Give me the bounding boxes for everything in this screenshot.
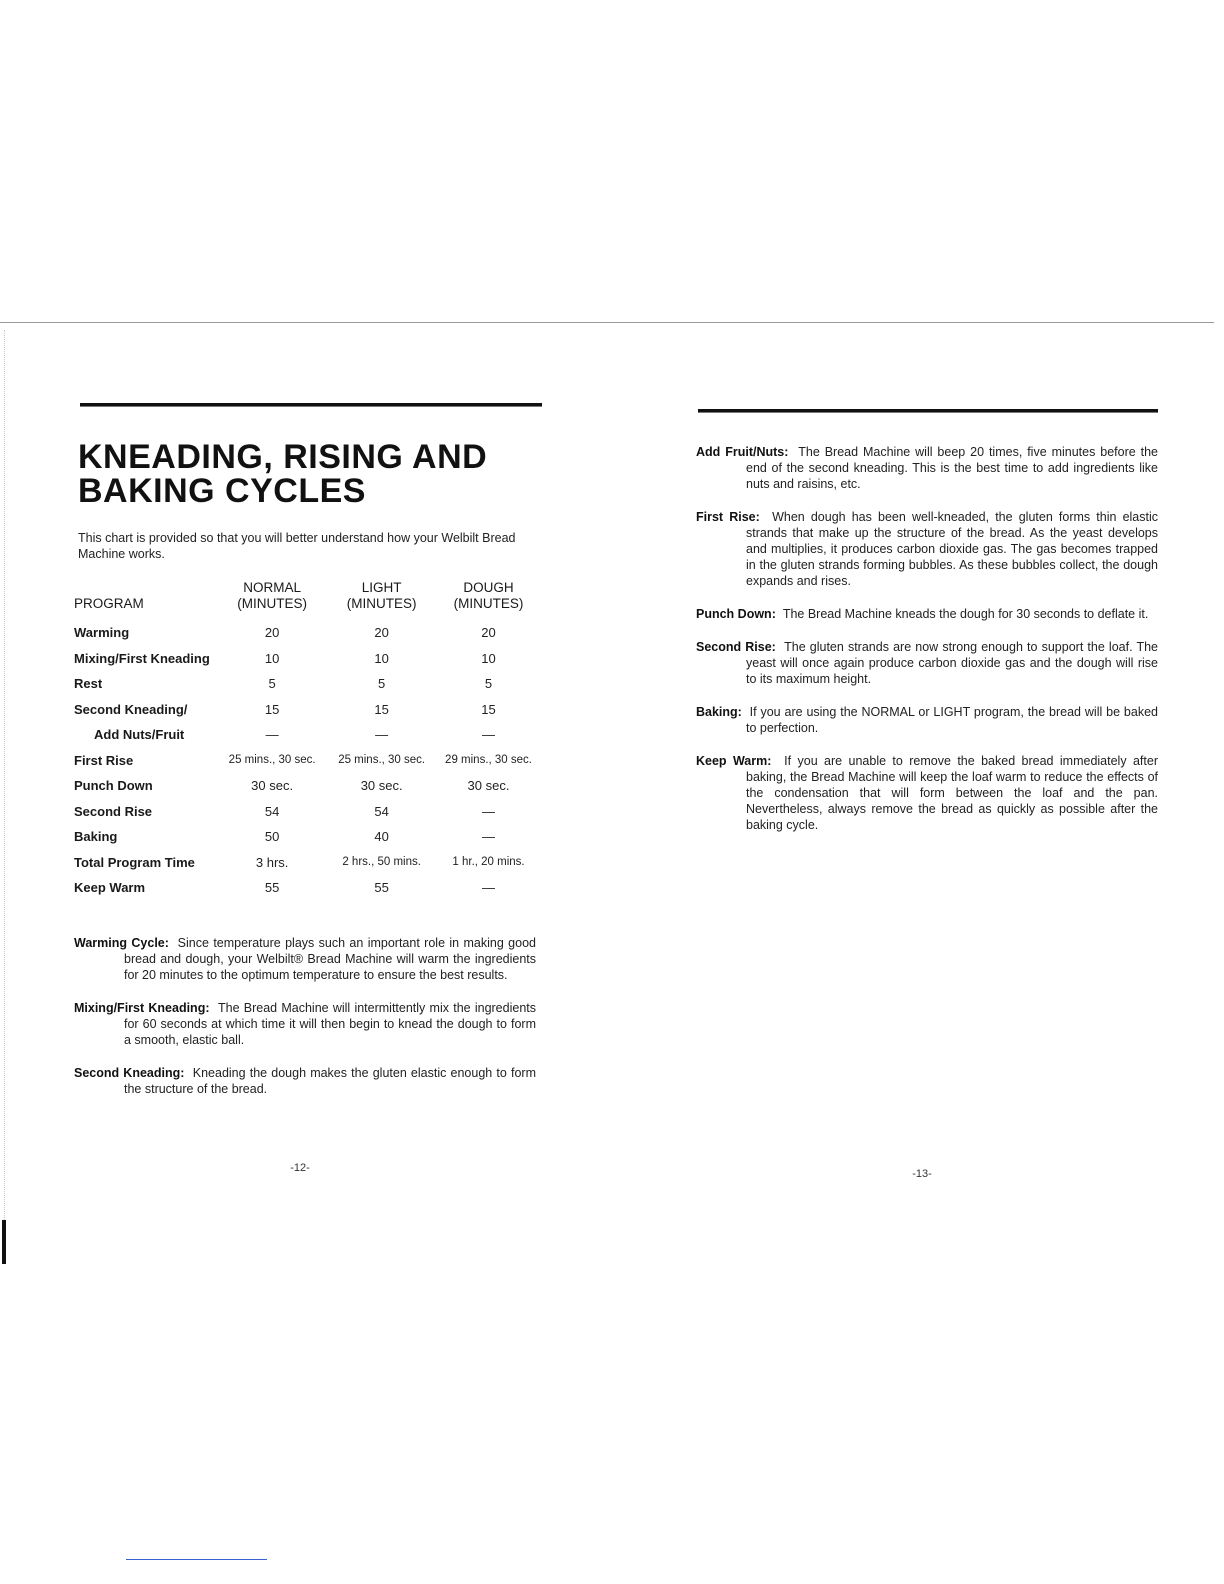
definition-text: The Bread Machine will intermittently mix the ingredients for 60 seconds at which time it will then begin to knead the dough to form a smooth, elastic ball.: [124, 1001, 536, 1047]
column-header-program: PROGRAM: [74, 596, 144, 611]
intro-paragraph: This chart is provided so that you will better understand how your Welbilt Bread Machine works.: [78, 531, 516, 561]
definition-term: Punch Down:: [696, 607, 776, 621]
row-label-cell: Mixing/First Kneading: [74, 650, 210, 666]
cycles-table: [74, 580, 544, 901]
row-label-cell: Baking: [74, 829, 118, 845]
normal-value-cell: 25 mins., 30 sec.: [228, 754, 316, 767]
definition-term: Second Rise:: [696, 640, 776, 654]
table-row: [74, 748, 544, 774]
dough-value-cell: —: [482, 727, 496, 743]
normal-value-cell: 20: [264, 625, 280, 641]
dough-value-cell: 20: [481, 625, 496, 641]
light-value-cell: 55: [374, 880, 389, 896]
definition-item: [696, 444, 1158, 492]
dough-value-cell: 30 sec.: [467, 778, 510, 794]
definition-item: [696, 509, 1158, 589]
dough-value-cell: 5: [484, 676, 493, 692]
row-label-cell: Warming: [74, 625, 130, 641]
table-row: [74, 697, 544, 723]
definition-text: If you are unable to remove the baked bread immediately after baking, the Bread Machine will keep the loaf warm to reduce the effects of the condensation that will form between the loaf and the pan. Nevertheless, always remove the bread as quickly as possible after the baking cycle.: [746, 754, 1158, 832]
table-row: [74, 773, 544, 799]
definition-text: The gluten strands are now strong enough to support the loaf. The yeast will once again produce carbon dioxide gas and the dough will rise to its maximum height.: [746, 640, 1158, 686]
definition-term: Mixing/First Kneading:: [74, 1001, 210, 1015]
row-label-cell: Rest: [74, 676, 103, 692]
header-rule: [80, 403, 542, 407]
definitions-list: [696, 444, 1158, 850]
dough-value-cell: —: [482, 829, 496, 845]
header-rule: [698, 409, 1158, 413]
scan-edge: [4, 330, 5, 1230]
light-value-cell: 15: [374, 701, 389, 717]
column-header-light: LIGHT (MINUTES): [346, 580, 417, 611]
definition-item: [696, 704, 1158, 736]
row-label-cell: Add Nuts/Fruit: [94, 727, 185, 743]
normal-value-cell: 10: [264, 650, 280, 666]
light-value-cell: 30 sec.: [360, 778, 403, 794]
normal-value-cell: 54: [264, 803, 280, 819]
table-row: [74, 646, 544, 672]
table-row: [74, 671, 544, 697]
page-title: KNEADING, RISING AND BAKING CYCLES: [78, 438, 488, 510]
column-header-dough: DOUGH (MINUTES): [453, 580, 524, 611]
definition-item: [696, 753, 1158, 833]
column-header-normal: NORMAL (MINUTES): [237, 580, 308, 611]
page-fold-line: [0, 322, 1214, 323]
light-value-cell: 5: [378, 676, 386, 692]
light-value-cell: —: [375, 727, 389, 743]
definition-text: The Bread Machine will beep 20 times, five minutes before the end of the second kneading. This is the best time to add ingredients like nuts and raisins, etc.: [746, 445, 1158, 491]
table-row: [74, 620, 544, 646]
row-label-cell: Second Kneading/: [74, 701, 188, 717]
row-label-cell: First Rise: [74, 752, 134, 768]
row-label-cell: Punch Down: [74, 778, 153, 794]
light-value-cell: 54: [374, 803, 389, 819]
table-row: [74, 722, 544, 748]
scan-edge-mark: [2, 1220, 6, 1264]
normal-value-cell: 5: [268, 676, 276, 692]
scan-artifact-line: [126, 1559, 267, 1560]
dough-value-cell: 10: [481, 650, 496, 666]
light-value-cell: 40: [374, 829, 389, 845]
page-number: -12-: [290, 1162, 310, 1174]
definition-term: Second Kneading:: [74, 1066, 185, 1080]
definition-item: [696, 606, 1158, 622]
row-label-cell: Second Rise: [74, 803, 153, 819]
table-header-row: [74, 580, 544, 620]
definition-text: Since temperature plays such an important role in making good bread and dough, your Welbilt® Bread Machine will warm the ingredients for 20 minutes to the optimum temperature to ensure the best results.: [124, 936, 536, 982]
table-row: [74, 850, 544, 876]
light-value-cell: 10: [374, 650, 389, 666]
row-label-cell: Keep Warm: [74, 880, 146, 896]
definitions-list: [74, 935, 536, 1114]
definition-text: Kneading the dough makes the gluten elastic enough to form the structure of the bread.: [124, 1066, 536, 1096]
definition-item: [74, 1000, 536, 1048]
table-body: [74, 620, 544, 901]
light-value-cell: 25 mins., 30 sec.: [338, 754, 426, 767]
normal-value-cell: 55: [264, 880, 280, 896]
normal-value-cell: 3 hrs.: [255, 854, 289, 870]
row-label-cell: Total Program Time: [74, 854, 195, 870]
light-value-cell: 2 hrs., 50 mins.: [342, 856, 421, 869]
definition-term: Warming Cycle:: [74, 936, 169, 950]
page-number: -13-: [912, 1168, 932, 1180]
dough-value-cell: 15: [481, 701, 496, 717]
dough-value-cell: 29 mins., 30 sec.: [445, 754, 532, 767]
definition-term: Keep Warm:: [696, 754, 772, 768]
definition-item: [696, 639, 1158, 687]
normal-value-cell: 30 sec.: [251, 778, 294, 794]
dough-value-cell: —: [482, 880, 496, 896]
definition-text: The Bread Machine kneads the dough for 30 seconds to deflate it.: [782, 607, 1149, 621]
dough-value-cell: —: [482, 803, 496, 819]
definition-item: [74, 935, 536, 983]
definition-text: If you are using the NORMAL or LIGHT program, the bread will be baked to perfection.: [746, 705, 1158, 735]
normal-value-cell: 15: [264, 701, 280, 717]
table-row: [74, 799, 544, 825]
definition-item: [74, 1065, 536, 1097]
light-value-cell: 20: [374, 625, 389, 641]
table-row: [74, 875, 544, 901]
definition-term: Add Fruit/Nuts:: [696, 445, 789, 459]
definition-term: Baking:: [696, 705, 742, 719]
dough-value-cell: 1 hr., 20 mins.: [452, 856, 525, 869]
table-row: [74, 824, 544, 850]
definition-text: When dough has been well-kneaded, the gluten forms thin elastic strands that make up the structure of the bread. As the yeast develops and multiplies, it produces carbon dioxide gas. The gas becomes trapped in the gluten strands forming bubbles. As these bubbles collect, the dough expands and rises.: [746, 510, 1158, 588]
normal-value-cell: —: [265, 727, 279, 743]
normal-value-cell: 50: [264, 829, 280, 845]
definition-term: First Rise:: [696, 510, 760, 524]
